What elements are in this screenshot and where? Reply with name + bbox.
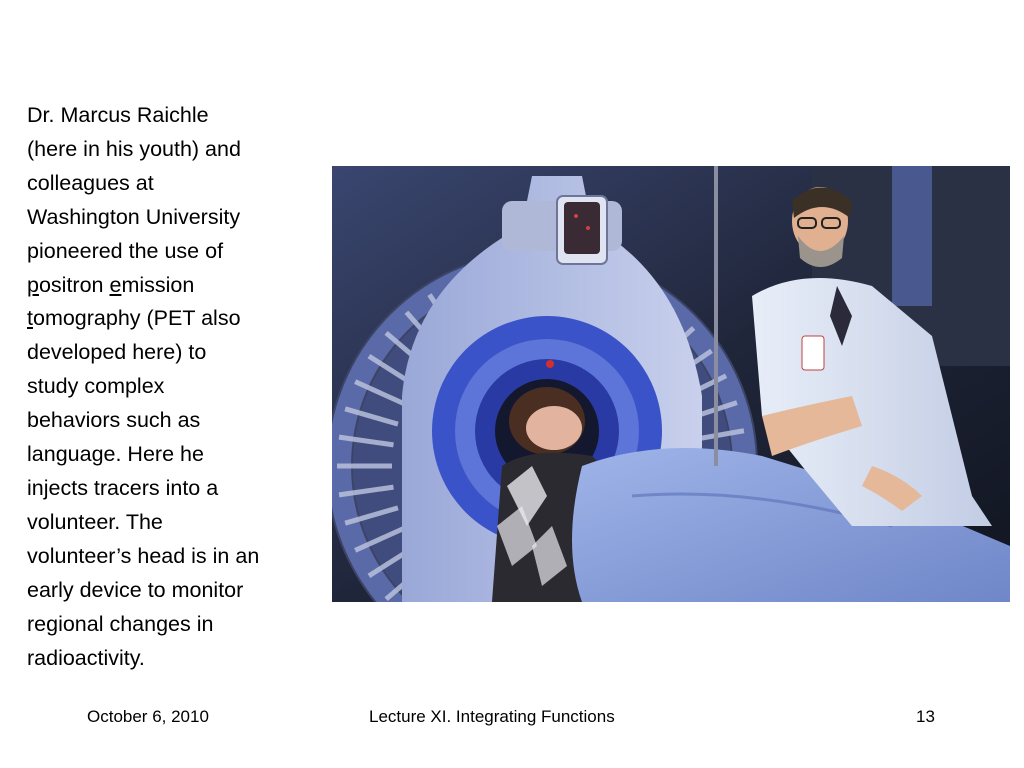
body-line: behaviors such as	[27, 408, 201, 433]
pet-scanner-photo	[332, 166, 1010, 602]
underlined-letter-p: p	[27, 272, 39, 297]
body-line: developed here) to	[27, 340, 207, 365]
body-line: radioactivity.	[27, 645, 145, 670]
body-line: volunteer’s head is in an	[27, 543, 260, 568]
body-line: language. Here he	[27, 442, 204, 467]
body-line: volunteer. The	[27, 509, 163, 534]
body-line: Dr. Marcus Raichle	[27, 103, 209, 127]
body-fragment: mission	[121, 272, 195, 297]
underlined-letter-t: t	[27, 306, 33, 331]
body-line: Washington University	[27, 204, 241, 229]
body-line-tomography	[27, 302, 317, 336]
footer-date: October 6, 2010	[87, 707, 209, 726]
body-fragment: ositron	[38, 272, 110, 297]
underlined-letter-e: e	[109, 272, 122, 297]
footer-title: Lecture XI. Integrating Functions	[369, 707, 615, 726]
body-line: pioneered the use of	[27, 238, 224, 263]
pet-scanner-illustration	[332, 166, 1010, 602]
body-line: study complex	[27, 374, 165, 399]
slide-number: 13	[916, 707, 935, 726]
body-line: early device to monitor	[27, 577, 244, 602]
body-line: colleagues at	[27, 170, 154, 195]
body-fragment: omography (PET also	[32, 306, 241, 331]
body-text	[27, 99, 317, 675]
body-line: regional changes in	[27, 611, 214, 636]
body-line: (here in his youth) and	[27, 136, 241, 161]
body-line-positron-emission	[27, 269, 317, 303]
body-line: injects tracers into a	[27, 475, 219, 500]
